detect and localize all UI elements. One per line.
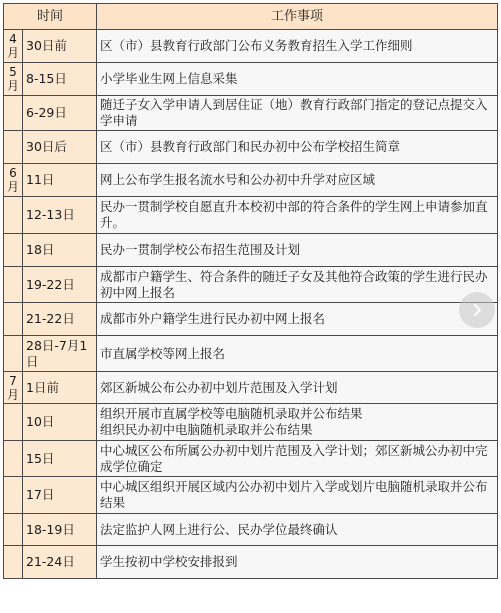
row-task: 中心城区公布所属公办初中划片范围及入学计划；郊区新城公办初中完成学位确定 [97, 441, 498, 477]
header-time: 时间 [4, 4, 97, 30]
row-date: 11日 [23, 164, 97, 197]
row-date: 8-15日 [23, 63, 97, 96]
row-task: 区（市）县教育行政部门公布义务教育招生入学工作细则 [97, 30, 498, 63]
table-row [4, 267, 498, 303]
enrollment-schedule-table [3, 3, 498, 579]
row-date: 30日前 [23, 30, 97, 63]
next-image-button[interactable] [459, 292, 495, 328]
row-task: 区（市）县教育行政部门和民办初中公布学校招生简章 [97, 131, 498, 164]
row-date: 12-13日 [23, 197, 97, 234]
table-row [4, 477, 498, 514]
row-task: 成都市户籍学生、符合条件的随迁子女及其他符合政策的学生进行民办初中网上报名 [97, 267, 498, 303]
table-row [4, 197, 498, 234]
table-row [4, 30, 498, 63]
table-row [4, 441, 498, 477]
row-date: 6-29日 [23, 96, 97, 131]
header-task: 工作事项 [97, 4, 498, 30]
row-date: 17日 [23, 477, 97, 514]
row-date: 28日-7月1日 [23, 336, 97, 372]
row-task: 学生按初中学校安排报到 [97, 546, 498, 579]
table-row [4, 63, 498, 96]
row-date: 1日前 [23, 372, 97, 404]
row-task: 民办一贯制学校自愿直升本校初中部的符合条件的学生网上申请参加直升。 [97, 197, 498, 234]
row-task: 郊区新城公布公办初中划片范围及入学计划 [97, 372, 498, 404]
table-row [4, 96, 498, 131]
row-date: 30日后 [23, 131, 97, 164]
table-row [4, 546, 498, 579]
row-task: 网上公布学生报名流水号和公办初中升学对应区域 [97, 164, 498, 197]
row-date: 18日 [23, 234, 97, 267]
table-row [4, 404, 498, 441]
table-row [4, 372, 498, 404]
month-july: 7 月 [4, 372, 23, 404]
row-task: 市直属学校等网上报名 [97, 336, 498, 372]
row-task: 成都市外户籍学生进行民办初中网上报名 [97, 303, 498, 336]
row-task: 法定监护人网上进行公、民办学位最终确认 [97, 514, 498, 546]
table-row [4, 234, 498, 267]
table-header-row [4, 4, 498, 30]
row-task: 组织开展市直属学校等电脑随机录取并公布结果 组织民办初中电脑随机录取并公布结果 [97, 404, 498, 441]
table-row [4, 131, 498, 164]
table-row [4, 336, 498, 372]
month-april: 4 月 [4, 30, 23, 63]
row-date: 21-24日 [23, 546, 97, 579]
month-may: 5 月 [4, 63, 23, 96]
table-row [4, 164, 498, 197]
row-date: 19-22日 [23, 267, 97, 303]
row-task: 随迁子女入学申请人到居住证（地）教育行政部门指定的登记点提交入学申请 [97, 96, 498, 131]
table-row [4, 514, 498, 546]
table-row [4, 303, 498, 336]
row-date: 18-19日 [23, 514, 97, 546]
row-task: 中心城区组织开展区域内公办初中划片入学或划片电脑随机录取并公布结果 [97, 477, 498, 514]
chevron-right-icon [470, 303, 484, 317]
month-june: 6 月 [4, 164, 23, 197]
row-date: 21-22日 [23, 303, 97, 336]
row-task: 民办一贯制学校公布招生范围及计划 [97, 234, 498, 267]
row-date: 15日 [23, 441, 97, 477]
row-date: 10日 [23, 404, 97, 441]
row-task: 小学毕业生网上信息采集 [97, 63, 498, 96]
